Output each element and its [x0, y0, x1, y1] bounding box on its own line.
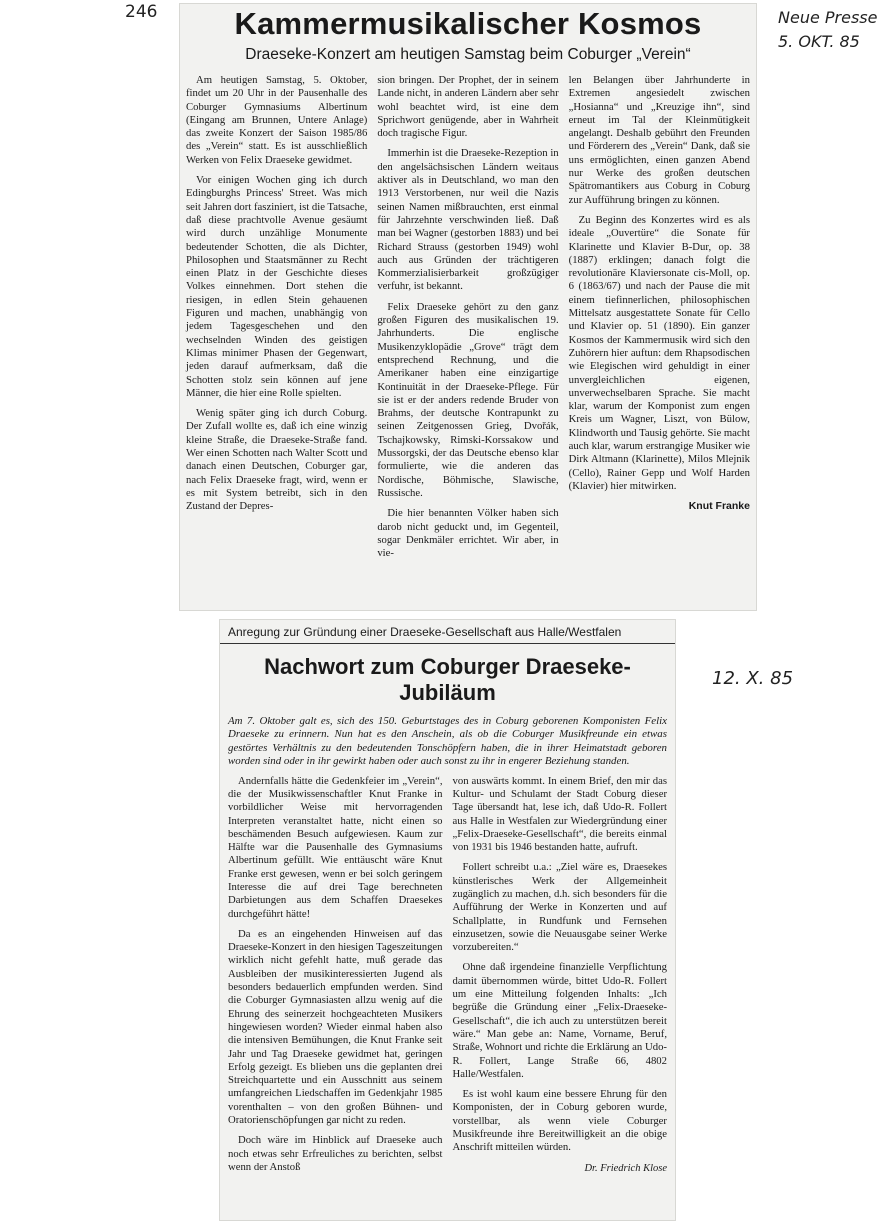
article1-title: Kammermusikalischer Kosmos	[234, 6, 702, 41]
paragraph: Immerhin ist die Draeseke-Rezeption in den angelsächsischen Ländern weitaus aktiver als in Deutschland, wo man den 1913 Verstorbenen, nur weil die Nazis seinen Namen mißbrauchten, erst einmal für Jahrzehnte verschwinden ließ. Daß man bei Wagner (gestorben 1883) und bei Richard Strauss (gestorben 1949) wohl auch aus Gründen der trächtigeren Kommerzialisierbarkeit großzügiger verfuhr, ist bekannt.	[377, 147, 559, 293]
article1-column-1	[186, 74, 367, 567]
article-nachwort-clipping	[220, 620, 675, 1220]
article1-columns	[180, 74, 756, 567]
article2-column-2	[453, 775, 668, 1182]
article1-subtitle: Draeseke-Konzert am heutigen Samstag beim Coburger „Verein“	[245, 46, 691, 63]
paragraph: Zu Beginn des Konzertes wird es als ideale „Ouvertüre“ die Sonate für Klarinette und Klavier B-Dur, op. 38 (1887) erklingen; danach folgt die revolutionäre Klaviersonate cis-Moll, op. 6 (1863/67) und nach der Pause die mit einem tiefinnerlichen, philosophischen Mittelsatz ausgestattete Sonate für Cello und Klavier op. 51 (1890). Ein ganzer Kosmos der Kammermusik wird sich den Zuhörern hier auftun: dem Rhapsodischen wie Elegischen wird gehuldigt in einer unvergleichlichen eigenen, unverwechselbaren Sprache. Sie macht klar, warum der Komponist zum engen Kreis um Wagner, Liszt, von Bülow, Klindworth und Tausig gehörte. Sie macht auch klar, warum erstrangige Musiker wie Dirk Altmann (Klarinette), Milos Mlejnik (Cello), Rainer Gepp und Wolf Harden (Klavier) hier mitwirken.	[568, 213, 750, 492]
article2-lead: Am 7. Oktober galt es, sich des 150. Geburtstages des in Coburg geborenen Komponisten Felix Draeseke zu erinnern. Nun hat es den Anschein, als ob die Coburger Musikfreunde ein etwas gestörtes Verhältnis zu den bedeutenden Tonschöpfern haben, die in ihrer Heimatstadt geboren worden sind oder in ihr gewirkt haben oder auch sonst zu ihr in engerer Beziehung standen.	[228, 715, 667, 768]
paragraph: len Belangen über Jahrhunderte in Extremen angesiedelt zwischen „Hosianna“ und „Kreuzige ihn“, sind erneut im Tal der Kleinmütigkeit angelangt. Deshalb gebührt den Freunden und Förderern des „Verein“ Dank, daß sie uns ermöglichten, einen ganzen Abend nur Werke des großen deutschen Spätromantikers aus Coburg in Coburg zur Aufführung bringen zu können.	[568, 74, 750, 206]
source-handwritten-note: Neue Presse 5. OKT. 85	[778, 8, 878, 51]
article2-author: Dr. Friedrich Klose	[584, 1162, 667, 1174]
paragraph: Andernfalls hätte die Gedenkfeier im „Verein“, die der Musikwissenschaftler Knut Franke in vorbildlicher Weise mit hervorragenden Interpreten veranstaltet hatte, nicht einen so beschämenden Besuch aufgewiesen. Kaum zur Hälfte war die Pausenhalle des Gymnasiums Albertinum gefüllt. Wie enttäuscht wäre Knut Franke erst gewesen, wenn er bei solch geringem Interesse die auf drei Tage berechneten Darbietungen aus dem Schaffen Draesekes durchgeführt hätte!	[228, 774, 443, 920]
article2-title: Nachwort zum Coburger Draeseke-Jubiläum	[264, 654, 631, 705]
paragraph: von auswärts kommt. In einem Brief, den mir das Kultur- und Schulamt der Stadt Coburg dieser Tage übersandt hat, lese ich, daß Udo-R. Follert aus Halle in Westfalen zur Wiedergründung einer „Felix-Draeseke-Gesellschaft“, die bereits einmal von 1931 bis 1946 bestanden hatte, aufruft.	[452, 774, 667, 854]
page-number-note: 246	[125, 2, 158, 22]
paragraph: Am heutigen Samstag, 5. Oktober, findet um 20 Uhr in der Pausenhalle des Coburger Gymnasiums Albertinum (Eingang am Brunnen, Untere Anlage) das zweite Konzert der Saison 1985/86 des „Verein“ statt. Es ist ausschließlich Werken von Felix Draeseke gewidmet.	[186, 74, 368, 166]
paragraph: Wenig später ging ich durch Coburg. Der Zufall wollte es, daß ich eine winzig kleine Straße, die Draeseke-Straße fand. Wer einen Schotten nach Walter Scott und danach einen Deutschen, Coburger gar, nach Felix Draeseke fragt, wird, wenn er es mit System betreibt, sich in den Zustand der Depres-	[186, 407, 368, 513]
paragraph: Felix Draeseke gehört zu den ganz großen Figuren des musikalischen 19. Jahrhunderts. Die englische Musikenzyklopädie „Grove“ trägt dem entsprechend Rechnung, und die Amerikaner haben eine einzigartige Kontinuität in der Draeseke-Pflege. Für sie ist er der anders redende Bruder von Brahms, der deutsche Kontrapunkt zu seinen Zeitgenossen Grieg, Dvořák, Tschajkowsky, Rimski-Korssakow und Mussorgski, der das Deutsche ebenso klar formulierte, wie die anderen das Nordische, Böhmische, Slawische, Russische.	[377, 300, 559, 499]
article1-column-2	[377, 74, 558, 567]
paragraph: Ohne daß irgendeine finanzielle Verpflichtung damit übernommen würde, bittet Udo-R. Follert um eine Mitteilung folgenden Inhalts: „Ich begrüße die Gründung einer „Felix-Draeseke-Gesellschaft“, die ich auch zu unterstützen bereit wäre.“ Man gebe an: Name, Vorname, Beruf, Straße, Wohnort und richte die Erklärung an Udo-R. Follert, Lange Straße 66, 4802 Halle/Westfalen.	[452, 961, 667, 1080]
paragraph: Die hier benannten Völker haben sich darob nicht geduckt und, im Gegenteil, sogar Denkmäler errichtet. Wir aber, in vie-	[377, 507, 559, 560]
paragraph: Follert schreibt u.a.: „Ziel wäre es, Draesekes künstlerisches Werk der Allgemeinheit zugänglich zu machen, d.h. sich besonders für die Aufführung der Werke in Konzerten und auf Schallplatte, in Rundfunk und Fernsehen einzusetzen, sowie die Neuausgabe seiner Werke vorzubereiten.“	[452, 861, 667, 954]
article2-columns	[220, 775, 675, 1182]
article2-kicker: Anregung zur Gründung einer Draeseke-Gesellschaft aus Halle/Westfalen	[220, 620, 675, 644]
article-kammermusik-clipping	[180, 4, 756, 610]
paragraph: Da es an eingehenden Hinweisen auf das Draeseke-Konzert in den hiesigen Tageszeitungen wirklich nicht gefehlt hatte, muß gerade das Ausbleiben der musikinteressierten Jugend als besonders bedauerlich empfunden werden. Sind die Coburger Gymnasiasten allzu wenig auf die Ehrung des seinerzeit hochgeachteten Musikers hingewiesen worden? Wieder einmal haben also die intensiven Bemühungen, die Knut Franke seit Jahr und Tag Draeseke gewidmet hat, geringen Erfolg gezeigt. Es blieben uns die geplanten drei Streichquartette und ein Ausschnitt aus seinem umfangreichen Liedschaffen im Gedenkjahr 1985 vorenthalten – von den großen Bühnen- und Oratorienschöpfungen gar nicht zu reden.	[228, 927, 443, 1127]
paragraph: Vor einigen Wochen ging ich durch Edingburghs Princess' Street. Was mich seit Jahren dort fasziniert, ist die Tatsache, daß diese prachtvolle Avenue gesäumt wird durch unzählige Monumente bedeutender Schotten, die als Dichter, Philosophen und Staatsmänner zu Recht einen Platz in der Geschichte dieses Volkes einnehmen. Dort stehen die riesigen, in edlen Stein gehauenen Figuren und machen, unabhängig von jedem Tagesgeschehen und den wechselnden Winden des geistigen Klimas minimer Phasen der Gegenwart, jeden darauf aufmerksam, daß die Schotten stolz sein können auf jene Männer, die hier eine Rolle spielten.	[186, 174, 368, 399]
paragraph: sion bringen. Der Prophet, der in seinem Lande nicht, in anderen Ländern aber sehr wohl beachtet wird, ist eine dem Sprichwort genügende, aber in Wahrheit doch tragische Figur.	[377, 74, 559, 140]
article1-author: Knut Franke	[688, 500, 750, 513]
date-handwritten-note: 12. X. 85	[712, 668, 794, 689]
paragraph: Es ist wohl kaum eine bessere Ehrung für den Komponisten, der in Coburg geboren wurde, vorstellbar, als wenn viele Coburger Musikfreunde ihre Bereitwilligkeit an die obige Anschrift mitteilen würden.	[452, 1088, 667, 1154]
article1-column-3	[569, 74, 750, 567]
article2-column-1	[228, 775, 443, 1182]
paragraph: Doch wäre im Hinblick auf Draeseke auch noch etwas sehr Erfreuliches zu berichten, selbst wenn der Anstoß	[228, 1134, 443, 1173]
